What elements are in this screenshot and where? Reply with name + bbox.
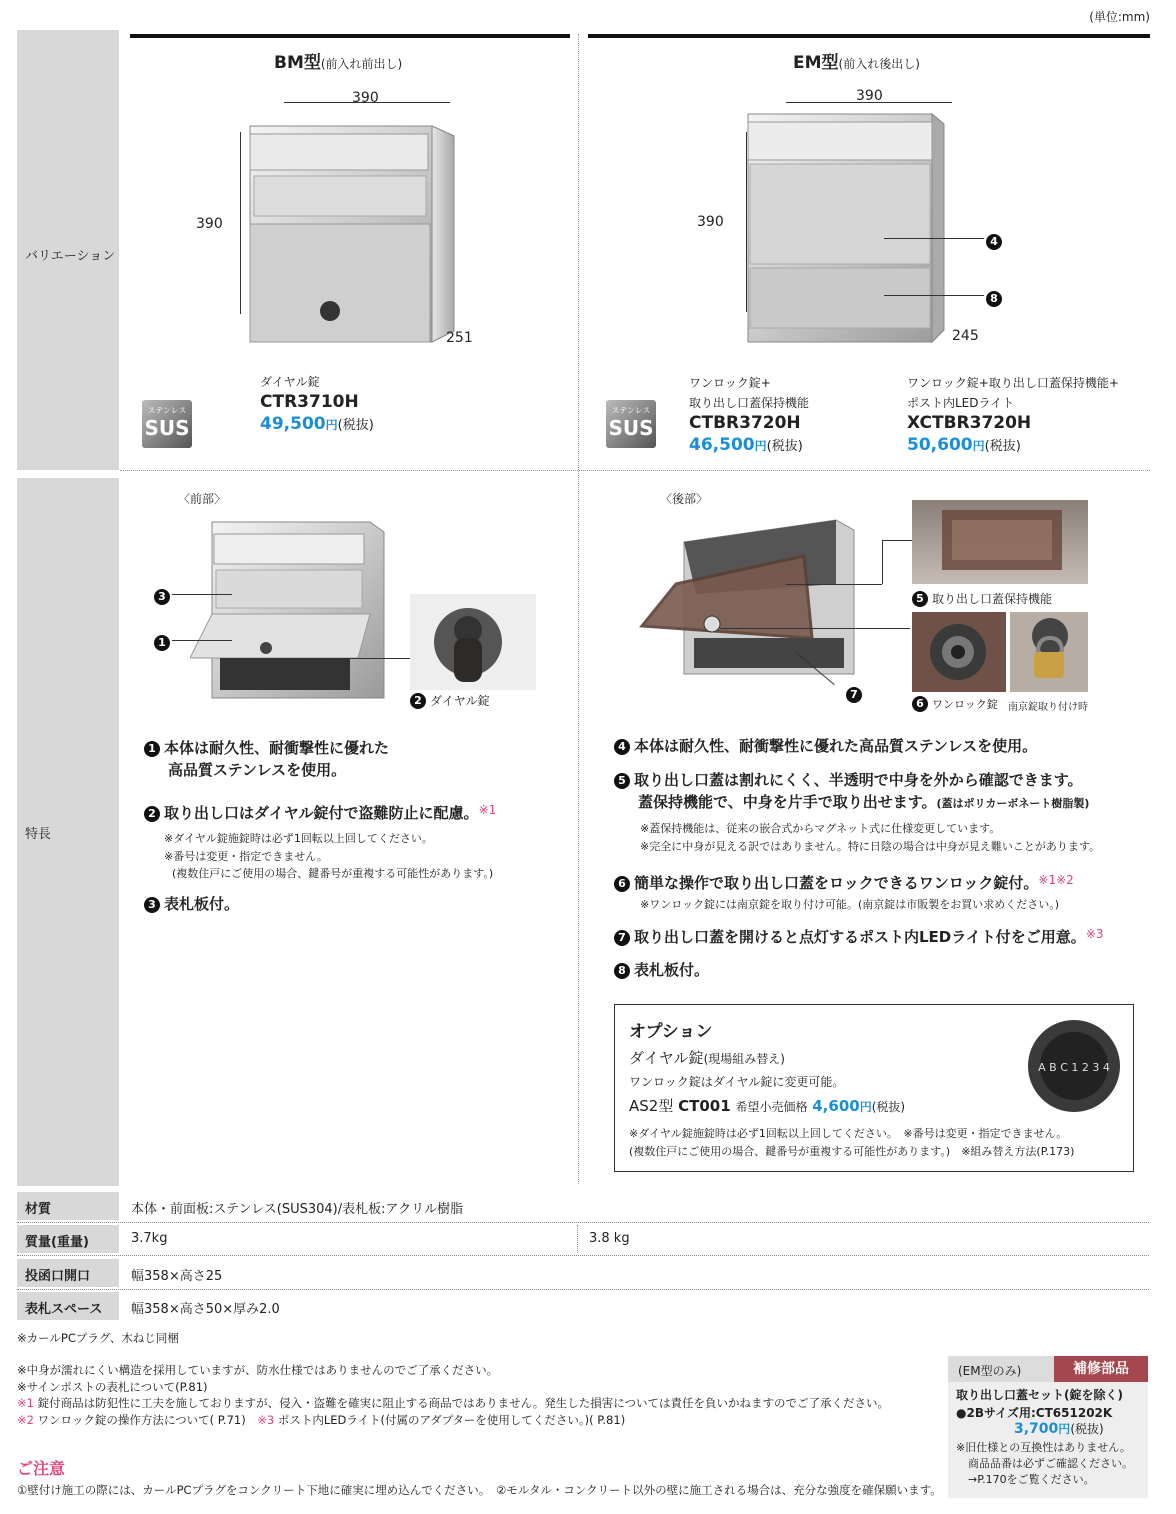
- option-notes: [629, 1125, 1074, 1160]
- bm-depth: 251: [446, 330, 473, 346]
- note-ref1: ※1: [17, 1396, 34, 1411]
- em-v1-price-yen: 円: [754, 439, 767, 453]
- bm-feature-2-note2: ※番号は変更・指定できません。: [164, 849, 328, 863]
- em-feature-5-line2: 蓋保持機能で、中身を片手で取り出せます。: [638, 792, 937, 811]
- repair-parts-price-yen: 円: [1058, 1422, 1071, 1436]
- option-dial-image: [1025, 1017, 1123, 1115]
- em-feature-7-num: 7: [614, 930, 630, 946]
- note-ref2: ※2: [17, 1413, 34, 1428]
- em-onelock-caption-text: ワンロック錠: [932, 698, 998, 711]
- em-marker-8: 8: [986, 291, 1002, 307]
- em-padlock-caption: 南京錠取り付け時: [1008, 702, 1088, 713]
- em-v1-code: CTBR3720H: [689, 413, 801, 433]
- bm-marker3-line: [172, 594, 232, 595]
- em-lid-caption: [912, 590, 1052, 607]
- bm-feature-3: [144, 894, 239, 916]
- bm-feature-2-ref: ※1: [478, 803, 497, 817]
- unit-label: (単位:mm): [1089, 10, 1150, 24]
- option-note1: ※ダイヤル錠施錠時は必ず1回転以上回してください。 ※番号は変更・指定できません。: [629, 1127, 1068, 1140]
- bm-view-label: 〈前部〉: [178, 492, 227, 506]
- em-v1-price: [689, 435, 803, 455]
- spec-material-value: 本体・前面板:ステンレス(SUS304)/表札板:アクリル樹脂: [131, 1202, 464, 1217]
- em-marker-6: 6: [912, 696, 928, 712]
- spec-row-nameplate: [17, 1292, 1149, 1322]
- bm-title: [274, 48, 402, 73]
- sus-badge-main: SUS: [144, 416, 190, 440]
- em-v2-price-tax: (税抜): [984, 439, 1021, 454]
- option-product: [629, 1095, 905, 1116]
- bm-feature-2-notes: [164, 830, 493, 883]
- bm-dial-caption: [410, 692, 490, 709]
- option-dial-letters: A B C 1 2 3 4: [1038, 1061, 1110, 1074]
- em-feature-4-num: 4: [614, 739, 630, 755]
- em-marker6-line: [720, 628, 910, 629]
- em-v2-code: XCTBR3720H: [907, 413, 1032, 433]
- em-feature-4: [614, 736, 1037, 758]
- bm-feature-3-text: 表札板付。: [164, 895, 240, 913]
- em-v2-line1: ワンロック錠+取り出し口蓋保持機能+: [907, 376, 1119, 390]
- em-product-image: [736, 102, 966, 352]
- bm-dial-photo: [410, 594, 536, 690]
- bm-feature-1-line2: 高品質ステンレスを使用。: [168, 760, 347, 779]
- option-price-label: 希望小売価格: [735, 1100, 808, 1114]
- bm-feature-1-num: 1: [144, 741, 160, 757]
- spec-row-opening: [17, 1259, 1149, 1289]
- repair-parts-notes: [956, 1440, 1133, 1488]
- em-marker-5: 5: [912, 591, 928, 607]
- em-onelock-photo: [912, 612, 1006, 692]
- repair-parts-price-tax: (税抜): [1070, 1422, 1104, 1436]
- em-feature-7-ref: ※3: [1085, 927, 1104, 941]
- em-feature-5-material: (蓋はポリカーボネート樹脂製): [936, 796, 1090, 810]
- em-marker5-line-v: [882, 540, 883, 584]
- sus-badge-em: [606, 400, 656, 448]
- em-rear-image: [636, 514, 876, 694]
- bm-feature-2-note1: ※ダイヤル錠施錠時は必ず1回転以上回してください。: [164, 832, 433, 845]
- sus-badge-em-top: ステンレス: [611, 406, 651, 415]
- features-label: 特長: [25, 827, 52, 842]
- features-label-cell: [17, 478, 119, 1186]
- bm-front-image: [190, 516, 390, 706]
- repair-parts-badge: 補修部品: [1054, 1356, 1148, 1382]
- spec-weight-divider: [577, 1225, 578, 1253]
- em-depth: 245: [952, 328, 979, 344]
- option-name-sub: (現場組み替え): [703, 1052, 785, 1066]
- spec-label-opening: 投函口開口: [17, 1259, 119, 1287]
- repair-parts-note1: ※旧仕様との互換性はありません。: [956, 1441, 1131, 1454]
- repair-parts-box: [948, 1356, 1148, 1498]
- option-code: CT001: [678, 1097, 731, 1115]
- option-price: [812, 1097, 871, 1115]
- bm-feature-1: [144, 738, 389, 782]
- repair-parts-note2: 商品品番は必ずご確認ください。: [968, 1456, 1133, 1470]
- bm-height-dimline: [240, 132, 241, 314]
- bm-title-rule: [130, 34, 570, 38]
- em-title-text: EM型: [793, 53, 839, 73]
- bm-price-value: 49,500: [260, 414, 326, 434]
- em-feature-8: [614, 960, 709, 982]
- option-note2: (複数住戸にご使用の場合、鍵番号が重複する可能性があります。) ※組み替え方法(P.173): [629, 1144, 1075, 1158]
- bm-dial-caption-text: ダイヤル錠: [430, 694, 490, 708]
- em-marker4-line: [884, 238, 984, 239]
- section-divider: [120, 470, 1150, 471]
- bm-code: CTR3710H: [260, 392, 359, 412]
- em-v2-line2: ポスト内LEDライト: [907, 396, 1015, 410]
- em-marker-4: 4: [986, 234, 1002, 250]
- column-divider: [578, 34, 579, 1184]
- note-onelock: ワンロック錠の操作方法について( P.71): [33, 1413, 246, 1428]
- em-v1-price-value: 46,500: [689, 435, 755, 455]
- bm-title-text: BM型: [274, 53, 321, 73]
- variation-label: バリエーション: [25, 249, 116, 264]
- spec-row-weight: [17, 1225, 1149, 1255]
- option-price-value: 4,600: [812, 1097, 860, 1115]
- option-box: [614, 1004, 1134, 1172]
- bm-feature-2-text: 取り出し口はダイヤル錠付で盗難防止に配慮。: [164, 804, 479, 822]
- em-padlock-photo: [1010, 612, 1088, 692]
- em-v2-price-yen: 円: [972, 439, 985, 453]
- em-feature-5-note2: ※完全に中身が見える訳ではありません。特に日陰の場合は中身が見え難いことがあります。: [640, 839, 1100, 853]
- em-height: 390: [697, 214, 724, 230]
- option-price-yen: 円: [859, 1100, 872, 1114]
- note-waterproof: ※中身が濡れにくい構造を採用していますが、防水仕様ではありませんのでご了承ください。: [17, 1363, 499, 1377]
- em-v1-price-tax: (税抜): [766, 439, 803, 454]
- option-desc: ワンロック錠はダイヤル錠に変更可能。: [629, 1075, 845, 1089]
- em-v1-description: [689, 373, 809, 413]
- em-feature-6-note: ※ワンロック錠には南京錠を取り付け可能。(南京錠は市販製をお買い求めください。): [640, 898, 1060, 911]
- spec-divider: [17, 1222, 1149, 1223]
- bm-feature-3-num: 3: [144, 897, 160, 913]
- option-name-text: ダイヤル錠: [629, 1049, 704, 1067]
- em-height-dimline: [746, 132, 747, 312]
- option-title: オプション: [629, 1022, 713, 1042]
- spec-label-material: 材質: [17, 1192, 119, 1220]
- option-name: [629, 1047, 785, 1068]
- spec-weight-bm: 3.7kg: [131, 1231, 168, 1246]
- bm-dial-line: [270, 658, 410, 659]
- bm-width: 390: [352, 90, 379, 106]
- bm-marker-1: 1: [154, 635, 170, 651]
- em-view-label: 〈後部〉: [660, 492, 709, 506]
- em-feature-7-text: 取り出し口蓋を開けると点灯するポスト内LEDライト付をご用意。: [634, 928, 1086, 946]
- spec-nameplate-value: 幅358×高さ50×厚み2.0: [131, 1302, 280, 1317]
- bm-feature-2-num: 2: [144, 806, 160, 822]
- em-title-rule: [588, 34, 1150, 38]
- bm-price-tax: (税抜): [337, 418, 374, 433]
- spec-row-material: [17, 1192, 1149, 1222]
- em-marker-7: 7: [846, 687, 862, 703]
- em-feature-5: [614, 770, 1089, 814]
- em-onelock-caption: [912, 696, 998, 712]
- em-v2-description: [907, 373, 1119, 413]
- spec-divider: [17, 1255, 1149, 1256]
- bm-feature-1-line1: 本体は耐久性、耐衝撃性に優れた: [164, 739, 390, 757]
- bm-marker-3: 3: [154, 589, 170, 605]
- em-feature-8-text: 表札板付。: [634, 961, 710, 979]
- sus-badge-top: ステンレス: [147, 406, 187, 415]
- repair-parts-name: 取り出し口蓋セット(錠を除く): [956, 1388, 1123, 1402]
- sus-badge: [142, 400, 192, 448]
- repair-parts-price: [1014, 1420, 1104, 1437]
- em-feature-7: [614, 926, 1104, 949]
- bm-height: 390: [196, 216, 223, 232]
- em-subtitle: (前入れ後出し): [838, 57, 920, 71]
- bm-subtitle: (前入れ前出し): [320, 57, 403, 71]
- bm-lock-type: ダイヤル錠: [260, 375, 320, 389]
- bm-feature-2: [144, 802, 496, 825]
- notes-block: [17, 1362, 937, 1429]
- bm-price: [260, 414, 374, 434]
- caution-text: ①壁付け施工の際には、カールPCプラグをコンクリート下地に確実に埋め込んでください。 ②モルタル・コンクリート以外の壁に施工される場合は、充分な強度を確保願います。: [17, 1483, 942, 1497]
- em-feature-6: [614, 872, 1074, 895]
- note-security: 錠付商品は防犯性に工夫を施しておりますが、侵入・盗難を確実に阻止する商品ではありません。発生した損害については責任を負いかねますのでご了承ください。: [33, 1396, 890, 1411]
- em-marker5-line-h2: [882, 540, 912, 541]
- em-v2-price-value: 50,600: [907, 435, 973, 455]
- em-lid-photo: [912, 500, 1088, 584]
- em-feature-5-num: 5: [614, 773, 630, 789]
- bm-feature-2-note3: (複数住戸にご使用の場合、鍵番号が重複する可能性があります。): [172, 867, 494, 881]
- caution-title: ご注意: [17, 1459, 66, 1478]
- em-feature-6-num: 6: [614, 876, 630, 892]
- bm-product-image: [232, 96, 462, 356]
- option-type: AS2型: [629, 1097, 674, 1115]
- option-price-tax: (税抜): [871, 1100, 906, 1114]
- spec-label-weight: 質量(重量): [17, 1225, 119, 1253]
- em-feature-6-text: 簡単な操作で取り出し口蓋をロックできるワンロック錠付。: [634, 874, 1039, 892]
- variation-label-cell: [17, 30, 119, 470]
- note-accessories: ※カールPCプラグ、木ねじ同梱: [17, 1331, 179, 1345]
- em-title: [793, 48, 920, 73]
- em-feature-5-line1: 取り出し口蓋は割れにくく、半透明で中身を外から確認できます。: [634, 771, 1083, 789]
- note-ref3: ※3: [257, 1413, 275, 1428]
- bm-price-yen: 円: [325, 418, 338, 432]
- note-led: ポスト内LEDライト(付属のアダプターを使用してください。)( P.81): [274, 1413, 626, 1428]
- em-v1-line2: 取り出し口蓋保持機能: [689, 396, 810, 410]
- repair-parts-price-value: 3,700: [1014, 1421, 1059, 1437]
- em-v1-line1: ワンロック錠+: [689, 376, 771, 390]
- em-v2-price: [907, 435, 1021, 455]
- em-marker8-line: [884, 295, 984, 296]
- sus-badge-em-main: SUS: [608, 416, 654, 440]
- spec-label-nameplate: 表札スペース: [17, 1292, 119, 1320]
- repair-parts-scope: (EM型のみ): [958, 1364, 1022, 1378]
- note-nameplate: ※サインポストの表札について(P.81): [17, 1379, 208, 1394]
- em-marker5-line-h: [786, 584, 882, 585]
- repair-parts-note3: →P.170をご覧ください。: [968, 1472, 1095, 1486]
- em-lid-caption-text: 取り出し口蓋保持機能: [932, 592, 1053, 606]
- em-feature-4-text: 本体は耐久性、耐衝撃性に優れた高品質ステンレスを使用。: [634, 737, 1038, 755]
- bm-marker-2: 2: [410, 693, 426, 709]
- repair-parts-size: ●2Bサイズ用:CT651202K: [956, 1406, 1113, 1420]
- em-feature-6-ref: ※1※2: [1038, 873, 1074, 887]
- em-feature-8-num: 8: [614, 963, 630, 979]
- spec-divider: [17, 1289, 1149, 1290]
- em-width: 390: [856, 88, 883, 104]
- em-feature-5-notes: [640, 820, 1100, 855]
- spec-weight-em: 3.8 kg: [589, 1231, 630, 1246]
- bm-marker1-line: [172, 640, 232, 641]
- spec-opening-value: 幅358×高さ25: [131, 1269, 223, 1284]
- em-feature-5-note1: ※蓋保持機能は、従来の嵌合式からマグネット式に仕様変更しています。: [640, 822, 1001, 835]
